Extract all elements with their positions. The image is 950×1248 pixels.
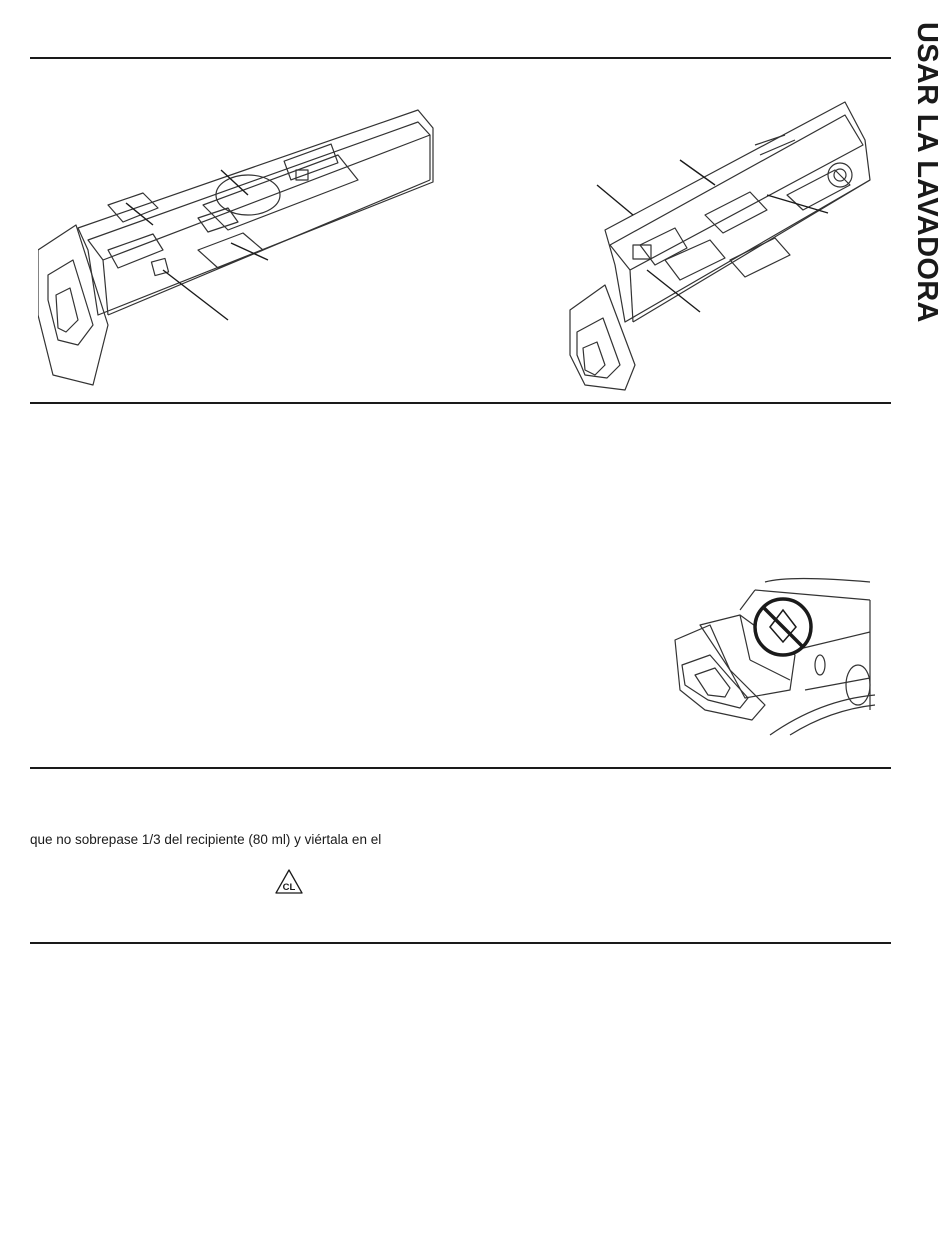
- divider-1: [30, 402, 891, 404]
- section-title: [908, 22, 948, 362]
- no-symbol-icon: [755, 599, 811, 655]
- chlorine-bleach-triangle-icon: [274, 868, 304, 896]
- dispenser-drawer-illustration-left: [38, 100, 438, 390]
- section-title-text: USAR LA LAVADORA: [911, 22, 943, 323]
- bleach-instruction-text: que no sobrepase 1/3 del recipiente (80 ml) y viértala en el: [30, 832, 382, 847]
- top-divider: [30, 57, 891, 59]
- divider-3: [30, 942, 891, 944]
- dispenser-drawer-illustration-right: [545, 100, 875, 400]
- divider-2: [30, 767, 891, 769]
- bleach-symbol-text: CL: [282, 882, 296, 893]
- dispenser-warning-illustration: [670, 570, 875, 740]
